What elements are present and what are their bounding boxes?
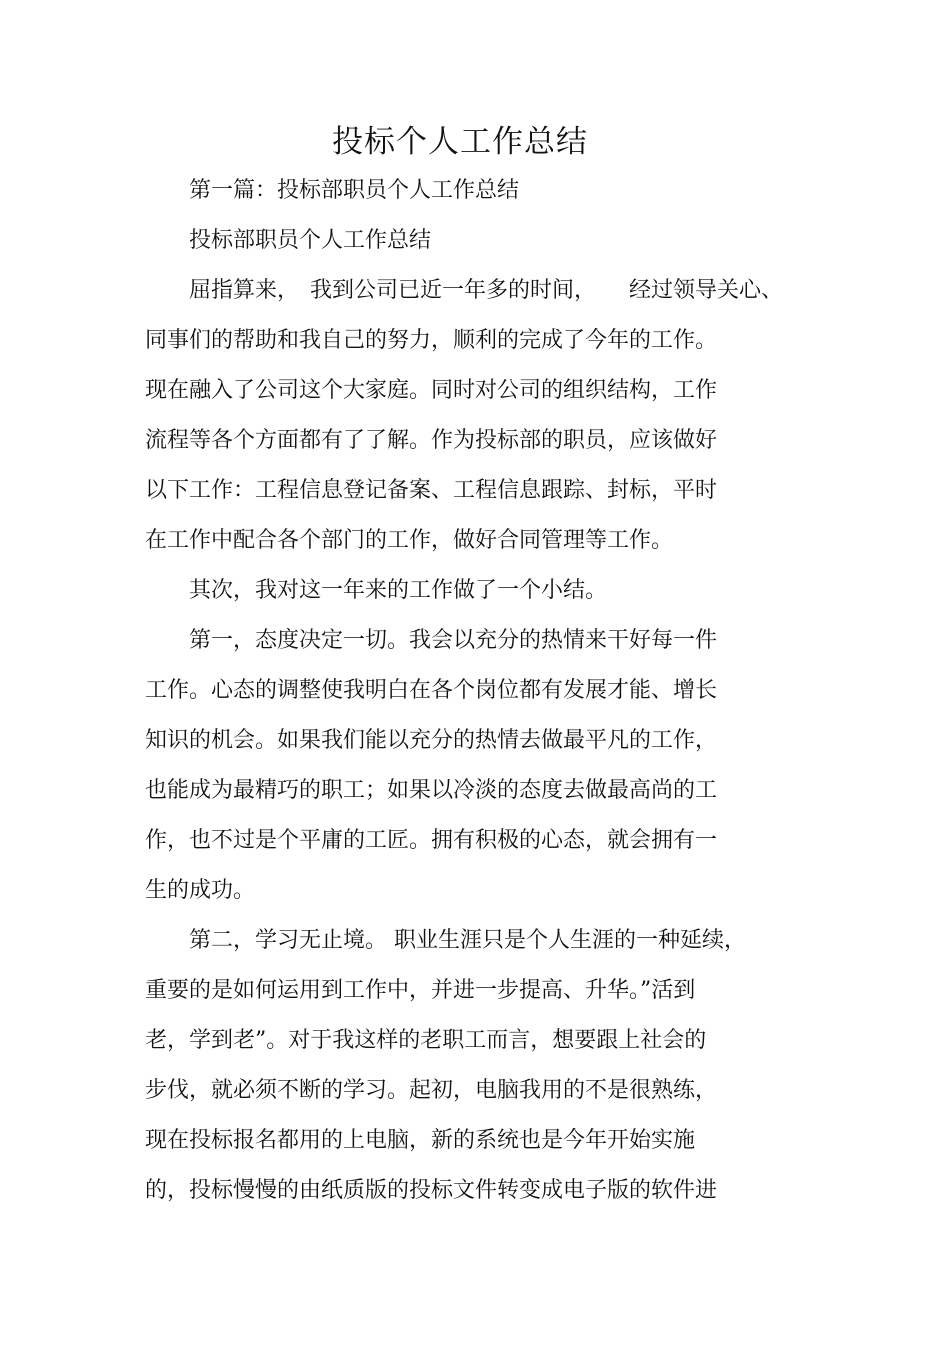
paragraph-line: 工作。心态的调整使我明白在各个岗位都有发展才能、增长 <box>145 678 718 703</box>
paragraph-line: 现在投标报名都用的上电脑，新的系统也是今年开始实施 <box>145 1128 696 1153</box>
paragraph-line: 知识的机会。如果我们能以充分的热情去做最平凡的工作， <box>145 728 718 753</box>
paragraph-line: 现在融入了公司这个大家庭。同时对公司的组织结构，工作 <box>145 378 718 403</box>
paragraph-line: 老，学到老”。对于我这样的老职工而言，想要跟上社会的 <box>145 1028 707 1053</box>
paragraph-line: 作，也不过是个平庸的工匠。拥有积极的心态，就会拥有一 <box>145 828 718 853</box>
paragraph-line: 流程等各个方面都有了了解。作为投标部的职员，应该做好 <box>145 428 718 453</box>
paragraph-line: 以下工作：工程信息登记备案、工程信息跟踪、封标，平时 <box>145 478 718 503</box>
paragraph-line: 重要的是如何运用到工作中，并进一步提高、升华。”活到 <box>145 978 696 1003</box>
paragraph-line: 同事们的帮助和我自己的努力，顺利的完成了今年的工作。 <box>145 328 718 353</box>
paragraph-line: 步伐，就必须不断的学习。起初，电脑我用的不是很熟练， <box>145 1078 718 1103</box>
paragraph-line: 生的成功。 <box>145 878 256 903</box>
paragraph-line: 投标部职员个人工作总结 <box>145 228 432 253</box>
paragraph-line: 的，投标慢慢的由纸质版的投标文件转变成电子版的软件进 <box>145 1178 718 1203</box>
paragraph-line: 第二，学习无止境。 职业生涯只是个人生涯的一种延续， <box>145 928 746 953</box>
paragraph-line: 第一，态度决定一切。我会以充分的热情来干好每一件 <box>145 628 718 653</box>
document-title: 投标个人工作总结 <box>332 124 588 160</box>
paragraph-line: 也能成为最精巧的职工；如果以冷淡的态度去做最高尚的工 <box>145 778 718 803</box>
paragraph-line: 第一篇：投标部职员个人工作总结 <box>145 178 520 203</box>
paragraph-line: 屈指算来， 我到公司已近一年多的时间， 经过领导关心、 <box>145 278 784 303</box>
paragraph-line: 在工作中配合各个部门的工作，做好合同管理等工作。 <box>145 528 674 553</box>
paragraph-line: 其次，我对这一年来的工作做了一个小结。 <box>145 578 608 603</box>
